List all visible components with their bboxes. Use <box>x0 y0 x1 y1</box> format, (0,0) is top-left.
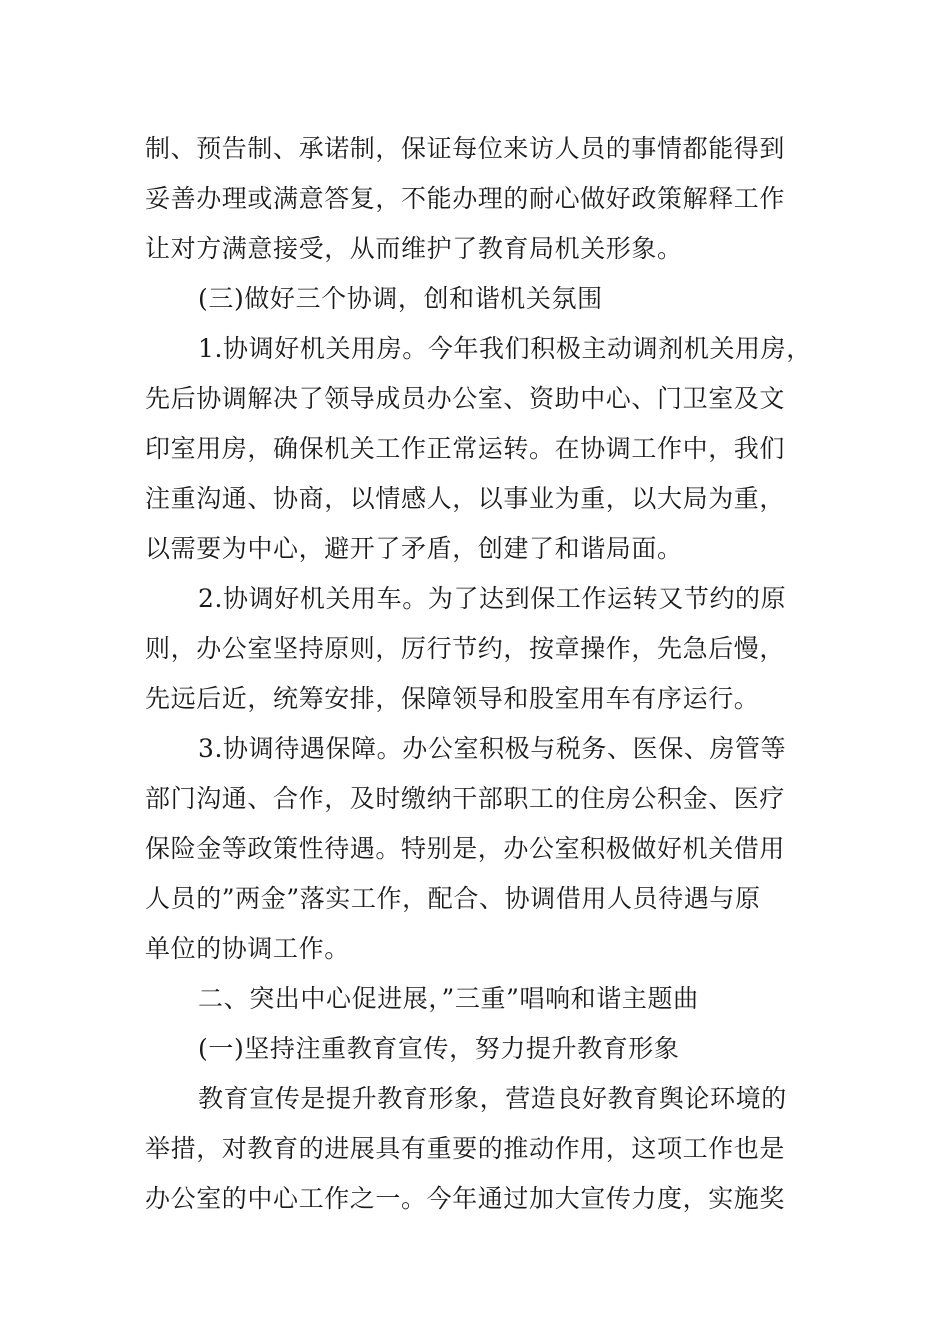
text-line-11: 则，办公室坚持原则，厉行节约，按章操作，先急后慢， <box>145 634 786 663</box>
text-line-20: 教育宣传是提升教育形象，营造良好教育舆论环境的 <box>198 1084 787 1113</box>
text-line-7: 印室用房，确保机关工作正常运转。在协调工作中，我们 <box>145 434 786 463</box>
text-line-17: 单位的协调工作。 <box>145 934 350 963</box>
text-line-22: 办公室的中心工作之一。今年通过加大宣传力度，实施奖 <box>145 1184 786 1213</box>
text-line-9: 以需要为中心，避开了矛盾，创建了和谐局面。 <box>145 534 683 563</box>
section-heading-2: 二、突出中心促进展，”三重”唱响和谐主题曲 <box>198 984 699 1013</box>
text-line-8: 注重沟通、协商，以情感人，以事业为重，以大局为重， <box>145 484 786 513</box>
text-line-1: 制、预告制、承诺制，保证每位来访人员的事情都能得到 <box>145 134 786 163</box>
section-heading-2-1: (一)坚持注重教育宣传，努力提升教育形象 <box>198 1034 680 1063</box>
text-line-5: 1.协调好机关用房。今年我们积极主动调剂机关用房， <box>198 334 812 363</box>
text-line-14: 部门沟通、合作，及时缴纳干部职工的住房公积金、医疗 <box>145 784 786 813</box>
text-line-2: 妥善办理或满意答复，不能办理的耐心做好政策解释工作 <box>145 184 786 213</box>
text-line-3: 让对方满意接受，从而维护了教育局机关形象。 <box>145 234 683 263</box>
text-line-21: 举措，对教育的进展具有重要的推动作用，这项工作也是 <box>145 1134 786 1163</box>
text-line-13: 3.协调待遇保障。办公室积极与税务、医保、房管等 <box>198 734 787 763</box>
section-heading-3: (三)做好三个协调，创和谐机关氛围 <box>198 284 603 313</box>
text-line-12: 先远后近，统筹安排，保障领导和股室用车有序运行。 <box>145 684 760 713</box>
text-line-16: 人员的”两金”落实工作，配合、协调借用人员待遇与原 <box>145 884 761 913</box>
text-line-15: 保险金等政策性待遇。特别是，办公室积极做好机关借用 <box>145 834 786 863</box>
text-line-6: 先后协调解决了领导成员办公室、资助中心、门卫室及文 <box>145 384 786 413</box>
text-line-10: 2.协调好机关用车。为了达到保工作运转又节约的原 <box>198 584 787 613</box>
